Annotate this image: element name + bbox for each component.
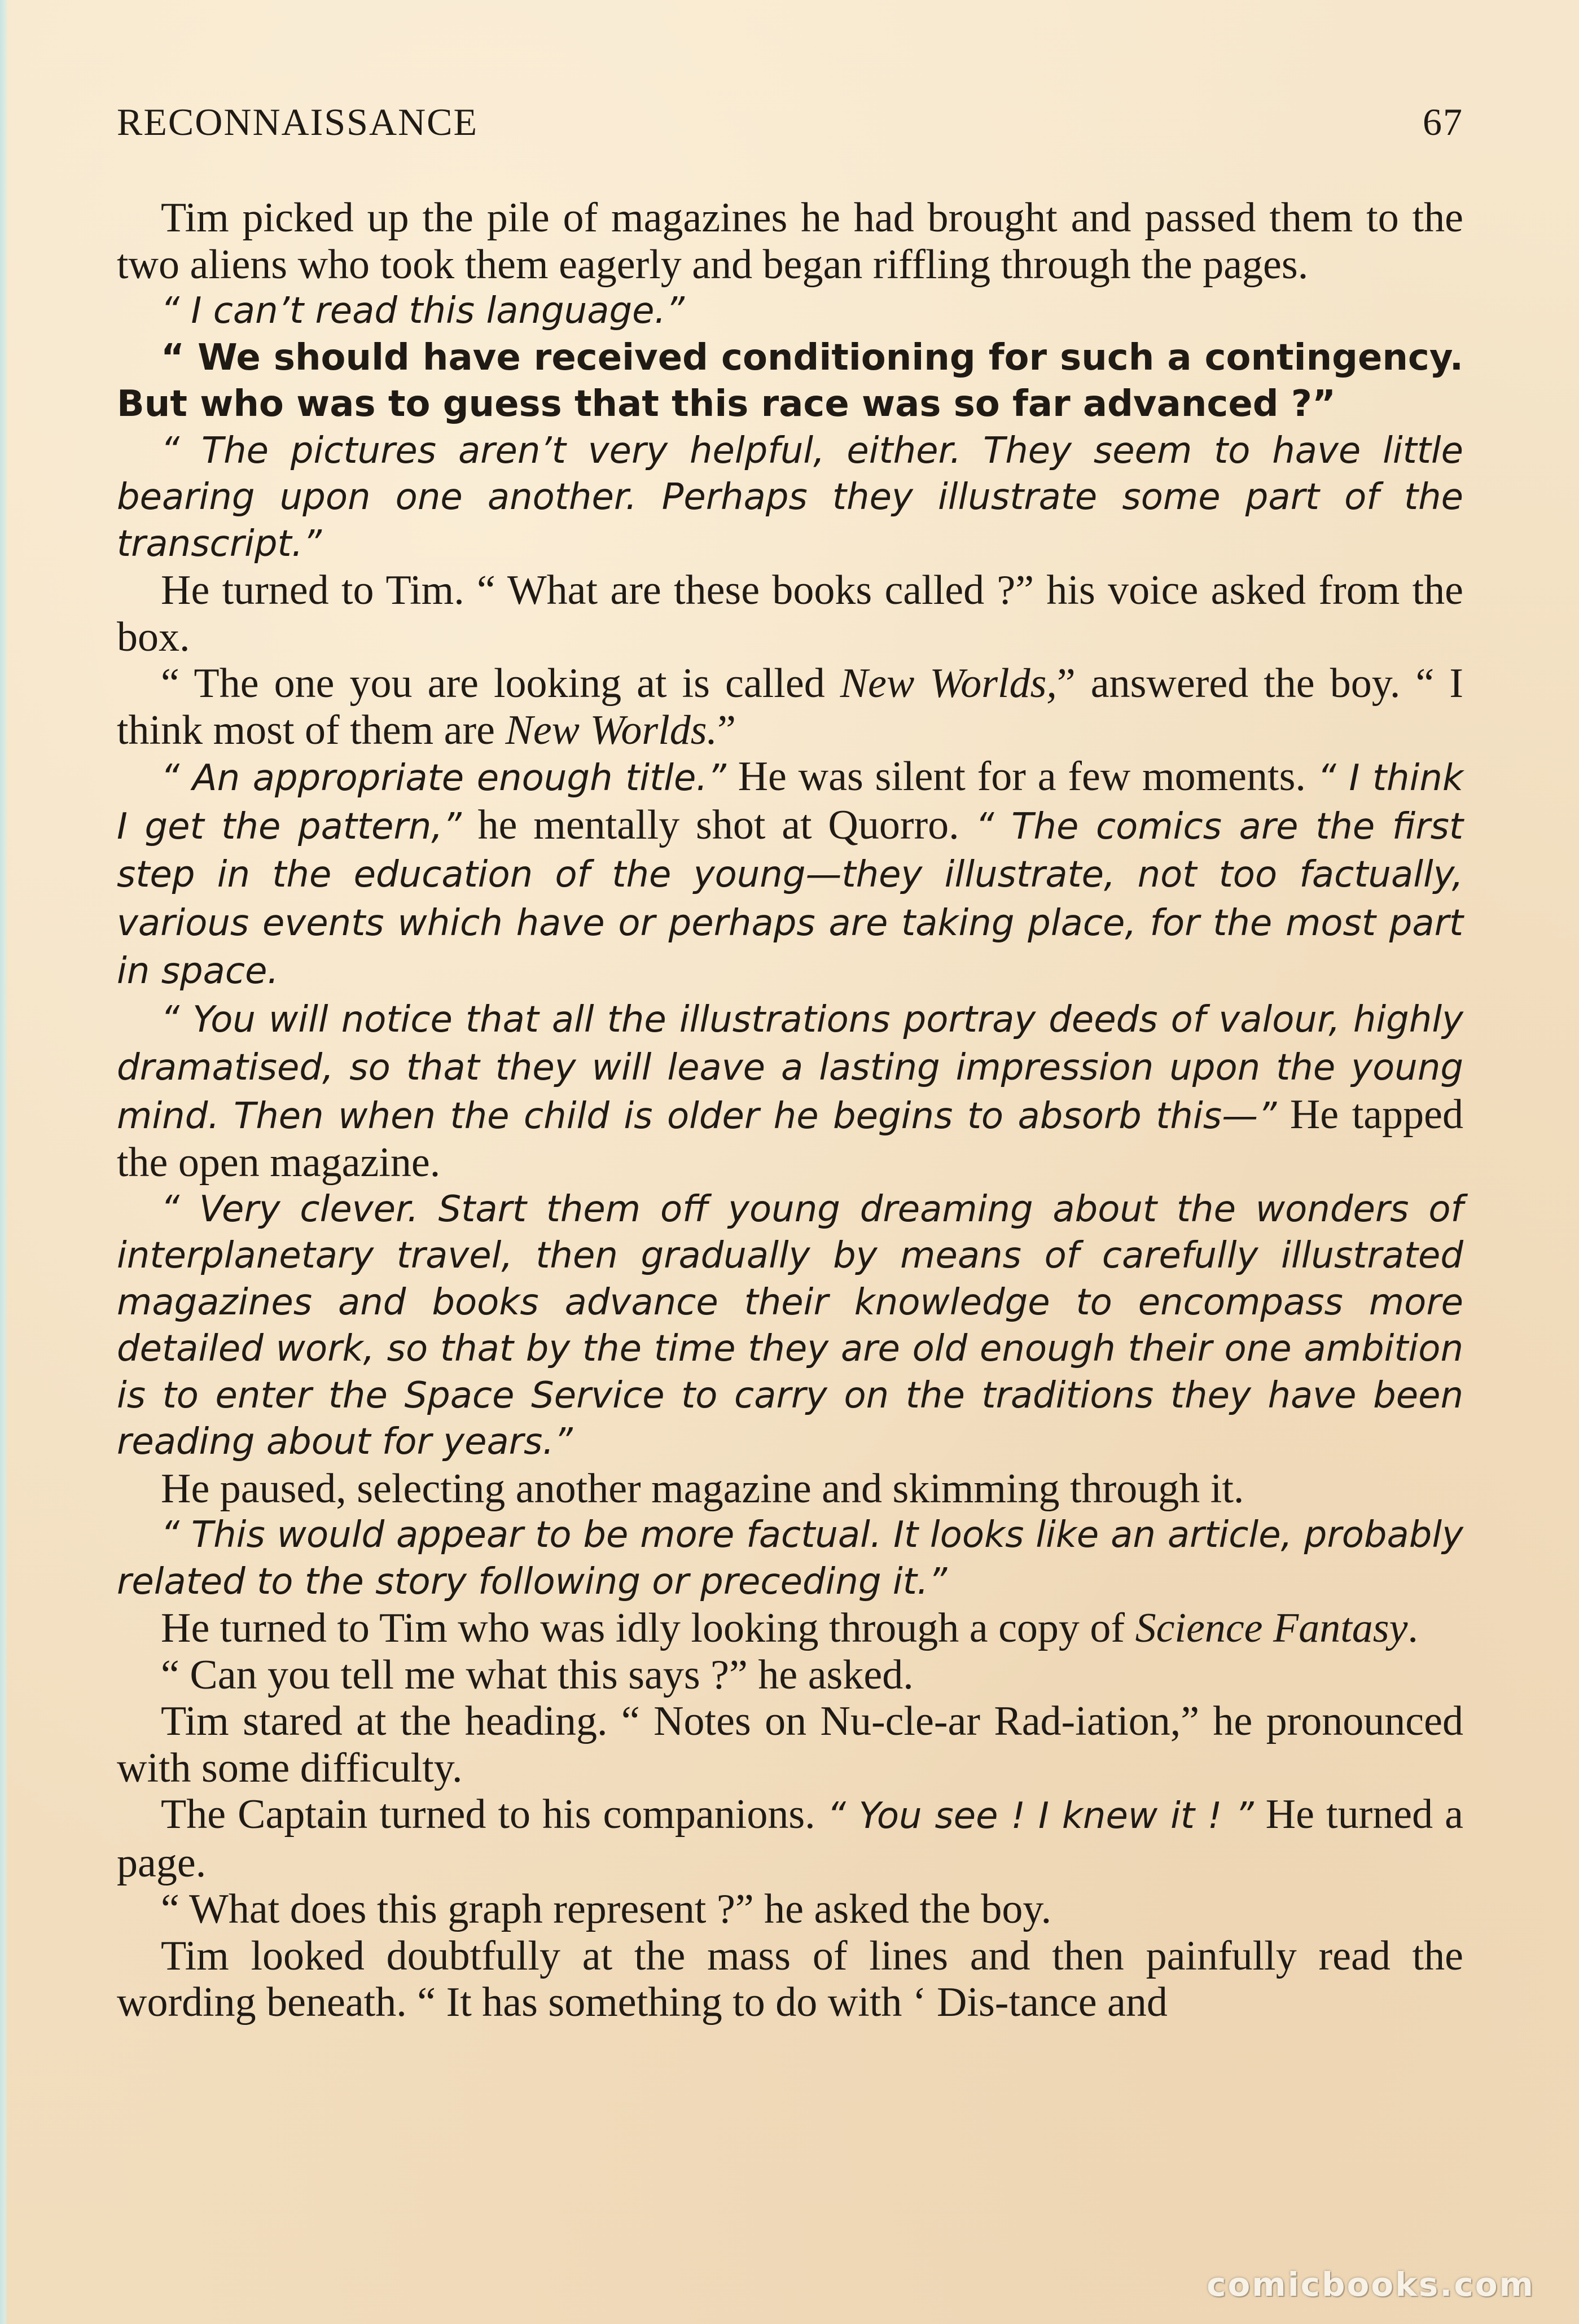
magazine-title: New Worlds. [505, 707, 718, 753]
paragraph [117, 660, 1463, 753]
paragraph: He turned to Tim. “ What are these books called ?” his voice asked from the box. [117, 567, 1463, 660]
text-span: . [1407, 1605, 1418, 1651]
text-span: ” [717, 707, 736, 753]
telepathic-speech: “ An appropriate enough title.” [161, 757, 726, 799]
magazine-title: New Worlds, [840, 660, 1057, 707]
text-span: he mentally shot at Quorro. [461, 801, 976, 848]
paragraph: “ The pictures aren’t very helpful, either. They seem to have little bearing upon one another. Perhaps they illustrate some part of the transcript.” [117, 429, 1463, 565]
text-span: He was silent for a few moments. [726, 753, 1318, 800]
text-span: He turned to Tim who was idly looking through a copy of [161, 1605, 1135, 1651]
telepathic-speech: “ The comics are the first step in the education of the young—they illustrate, not too factually, various events which have or perhaps are taking place, for the most part in space. [117, 805, 1464, 992]
text-span: The Captain turned to his companions. [161, 1791, 827, 1838]
paragraph: “ This would appear to be more factual. It looks like an article, probably related to the story following or preceding it.” [117, 1514, 1463, 1603]
telepathic-speech: “ I think I get the pattern,” [117, 757, 1464, 848]
paragraph: He paused, selecting another magazine and skimming through it. [161, 1465, 1244, 1512]
page-header [117, 99, 1463, 144]
paragraph [117, 1791, 1463, 1886]
page-number: 67 [1423, 100, 1463, 143]
running-head: RECONNAISSANCE [117, 100, 479, 143]
magazine-title: Science Fantasy [1135, 1605, 1408, 1651]
text-span: “ The one you are looking at is called [161, 660, 840, 707]
paragraph [117, 995, 1463, 1186]
telepathic-speech: “ You will notice that all the illustrations portray deeds of valour, highly dramatised, so that they will leave a lasting impression upon the young mind. Then when the child is older he begins to absorb this—” [117, 998, 1463, 1137]
paragraph: “ I can’t read this language.” [161, 290, 685, 332]
paragraph [117, 753, 1463, 995]
paragraph: Tim picked up the pile of magazines he had brought and passed them to the two aliens who took them eagerly and began riffling through the pages. [117, 195, 1463, 288]
watermark: comicbooks.com [1207, 2265, 1535, 2304]
text-span: He turned a page. [117, 1791, 1463, 1886]
text-span: He tapped the open magazine. [117, 1091, 1464, 1186]
paragraph: Tim looked doubtfully at the mass of lines and then painfully read the wording beneath. “ It has something to do with ‘ Dis-tance and [117, 1932, 1463, 2025]
telepathic-speech: “ You see ! I knew it ! ” [827, 1795, 1254, 1837]
paragraph: Tim stared at the heading. “ Notes on Nu-cle-ar Rad-iation,” he pronounced with some difficulty. [117, 1698, 1463, 1791]
paragraph: “ We should have received conditioning for such a contingency. But who was to guess that this race was so far advanced ?” [117, 336, 1463, 425]
paragraph [117, 1605, 1463, 1652]
body-text [117, 195, 1463, 2026]
paragraph: “ Very clever. Start them off young dreaming about the wonders of interplanetary travel, then gradually by means of carefully illustrated magazines and books advance their knowledge to encompass more detailed work, so that by the time they are old enough their one ambition is to enter the Space Service to carry on the traditions they have been reading about for years.” [117, 1188, 1463, 1463]
text-span: ” answered the boy. “ I think most of them are [117, 660, 1463, 753]
paragraph: “ Can you tell me what this says ?” he asked. [161, 1651, 914, 1698]
paragraph: “ What does this graph represent ?” he asked the boy. [161, 1886, 1052, 1932]
page-edge [0, 0, 8, 2324]
